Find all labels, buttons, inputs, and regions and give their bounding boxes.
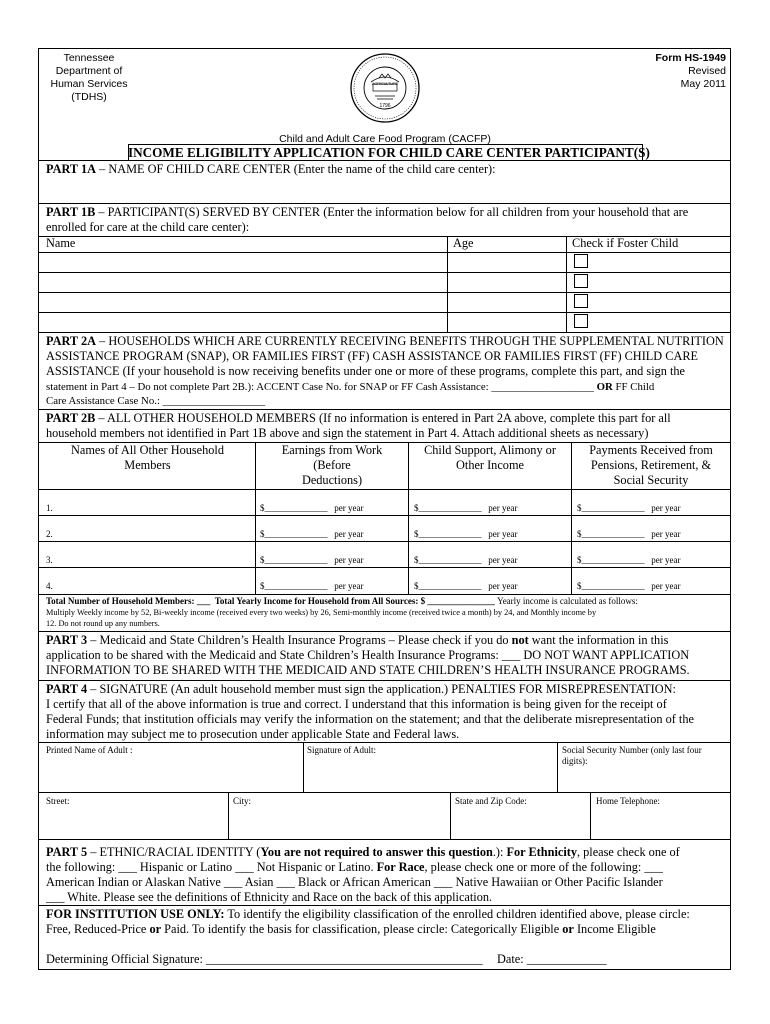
col-line bbox=[557, 742, 558, 792]
divider bbox=[38, 631, 731, 632]
divider bbox=[38, 680, 731, 681]
col-line bbox=[228, 792, 229, 839]
ssn-label-line: Social Security Number (only last four bbox=[562, 745, 702, 755]
part4-line: information may subject me to prosecution under applicable State and Federal laws. bbox=[46, 727, 460, 741]
part5-ethnicity: For Ethnicity bbox=[506, 845, 577, 859]
per-year-label: per year bbox=[488, 503, 518, 513]
member-name-input[interactable] bbox=[62, 543, 252, 565]
signature-input[interactable] bbox=[306, 758, 554, 790]
ssn-label-line: digits): bbox=[562, 756, 588, 766]
divider bbox=[38, 203, 731, 204]
row-line bbox=[38, 292, 731, 293]
revised-date: May 2011 bbox=[680, 78, 726, 90]
per-year-label: per year bbox=[334, 529, 364, 539]
title-box-top bbox=[128, 144, 643, 145]
member-row-number: 4. bbox=[46, 581, 53, 591]
col-line bbox=[255, 442, 256, 594]
col-line bbox=[590, 792, 591, 839]
member-row-number: 2. bbox=[46, 529, 53, 539]
part4-label: PART 4 bbox=[46, 682, 88, 696]
per-year-label: per year bbox=[651, 581, 681, 591]
per-year-label: per year bbox=[488, 529, 518, 539]
institution-heading bbox=[46, 907, 690, 922]
seal-center-label: AGRICULTURE bbox=[371, 81, 399, 86]
child-age-input[interactable] bbox=[449, 274, 564, 291]
header-line: Earnings from Work bbox=[281, 443, 383, 457]
foster-child-checkbox[interactable] bbox=[574, 294, 588, 308]
part1b-heading bbox=[46, 205, 688, 220]
col-foster-header: Check if Foster Child bbox=[572, 236, 679, 250]
institution-label: FOR INSTITUTION USE ONLY: bbox=[46, 907, 225, 921]
pension-amount-field[interactable] bbox=[577, 503, 680, 514]
part5-heading bbox=[46, 845, 680, 860]
header-line: Names of All Other Household bbox=[70, 443, 224, 457]
pension-amount-field[interactable] bbox=[577, 581, 680, 592]
per-year-label: per year bbox=[651, 529, 681, 539]
foster-child-checkbox[interactable] bbox=[574, 254, 588, 268]
part2a-or: OR bbox=[596, 381, 613, 393]
part1b-label: PART 1B bbox=[46, 205, 96, 219]
institution-line: Income Eligible bbox=[573, 922, 656, 936]
title-box-left bbox=[128, 144, 129, 160]
divider bbox=[38, 792, 731, 793]
part2a-case-ff: FF Child bbox=[615, 381, 655, 393]
agency-line: Tennessee bbox=[63, 52, 115, 64]
child-support-amount-field[interactable] bbox=[414, 555, 517, 566]
form-id-block bbox=[655, 52, 726, 91]
header-line: Deductions) bbox=[301, 473, 363, 487]
header-line: Other Income bbox=[456, 458, 524, 472]
col-line bbox=[447, 236, 448, 332]
part5-line: , please check one of bbox=[576, 845, 680, 859]
header-line: Pensions, Retirement, & bbox=[590, 458, 712, 472]
col-age-header: Age bbox=[453, 236, 474, 250]
per-year-label: per year bbox=[651, 555, 681, 565]
part2a-heading bbox=[46, 334, 724, 349]
part1a-text: – NAME OF CHILD CARE CENTER (Enter the name of the child care center): bbox=[96, 162, 496, 176]
member-row-number: 3. bbox=[46, 555, 53, 565]
member-name-input[interactable] bbox=[62, 517, 252, 539]
part2a-line: – HOUSEHOLDS WHICH ARE CURRENTLY RECEIVING BENEFITS THROUGH THE SUPPLEMENTAL NUTRITION bbox=[96, 334, 724, 348]
part4-line: I certify that all of the above information is true and correct. I understand that this information is being given for the receipt of bbox=[46, 697, 667, 711]
member-name-input[interactable] bbox=[62, 569, 252, 591]
part1b-text-cont: enrolled for care at the child care center): bbox=[46, 220, 250, 234]
street-label: Street: bbox=[46, 796, 70, 806]
foster-child-checkbox[interactable] bbox=[574, 314, 588, 328]
pension-amount-field[interactable] bbox=[577, 555, 680, 566]
institution-line: Paid. To identify the basis for classification, please circle: Categorically Eligible bbox=[161, 922, 563, 936]
date-field[interactable]: Date: _____________ bbox=[497, 952, 607, 966]
part1b-text: – PARTICIPANT(S) SERVED BY CENTER (Enter the information below for all children from your household that are bbox=[95, 205, 689, 219]
row-line bbox=[38, 567, 731, 568]
part2a-label: PART 2A bbox=[46, 334, 97, 348]
per-year-label: per year bbox=[488, 581, 518, 591]
amount-blank: $______________ bbox=[260, 555, 328, 565]
agency-line: (TDHS) bbox=[71, 91, 107, 103]
part2b-line: – ALL OTHER HOUSEHOLD MEMBERS (If no information is entered in Part 2A above, complete this part for all bbox=[95, 411, 671, 425]
part2a-line: ASSISTANCE PROGRAM (SNAP), OR FAMILIES FIRST (FF) CASH ASSISTANCE OR FAMILIES FIRST (FF) CHILD CARE bbox=[46, 349, 699, 363]
foster-child-checkbox[interactable] bbox=[574, 274, 588, 288]
amount-blank: $______________ bbox=[260, 529, 328, 539]
total-members-field[interactable]: Total Number of Household Members: ___ bbox=[46, 596, 211, 606]
city-input[interactable] bbox=[231, 808, 447, 837]
child-name-input[interactable] bbox=[40, 314, 445, 331]
per-year-label: per year bbox=[651, 503, 681, 513]
part3-heading bbox=[46, 633, 668, 648]
part2b-heading bbox=[46, 411, 671, 426]
col-pensions-header bbox=[572, 443, 730, 488]
institution-line: Free, Reduced-Price bbox=[46, 922, 150, 936]
child-care-center-name-field[interactable] bbox=[40, 178, 728, 202]
part5-line: the following: ___ Hispanic or Latino ___ Not Hispanic or Latino. bbox=[46, 860, 377, 874]
part3-line: – Medicaid and State Children’s Health Insurance Programs – Please check if you do bbox=[87, 633, 512, 647]
part5-line: , please check one or more of the following: ___ bbox=[424, 860, 663, 874]
per-year-label: per year bbox=[334, 581, 364, 591]
program-name: Child and Adult Care Food Program (CACFP) bbox=[279, 133, 491, 145]
col-household-members-header bbox=[40, 443, 255, 473]
child-age-input[interactable] bbox=[449, 254, 564, 271]
header-line: Social Security bbox=[613, 473, 689, 487]
race-options[interactable]: ___ White. Please see the definitions of Ethnicity and Race on the back of this application. bbox=[46, 890, 493, 904]
part4-line: Federal Funds; that institution officials may verify the information on the statement; and that the deliberate misrepresentation of the bbox=[46, 712, 694, 726]
calc-note: Yearly income is calculated as follows: bbox=[497, 596, 638, 606]
child-support-amount-field[interactable] bbox=[414, 581, 517, 592]
printed-name-input[interactable] bbox=[42, 758, 300, 790]
determining-official-signature-field[interactable]: Determining Official Signature: _____________________________________________ bbox=[46, 952, 483, 966]
ssn-input[interactable] bbox=[560, 770, 728, 790]
header-line: Members bbox=[124, 458, 171, 472]
part4-line: – SIGNATURE (An adult household member must sign the application.) PENALTIES FOR MISREPRESENTATION: bbox=[87, 682, 676, 696]
city-label: City: bbox=[233, 796, 252, 806]
agency-line: Department of bbox=[55, 65, 123, 77]
seal-year: 1796 bbox=[379, 103, 391, 109]
divider bbox=[38, 742, 731, 743]
total-income-field[interactable]: Total Yearly Income for Household from All Sources: $ _______________ bbox=[214, 596, 495, 606]
title-box-right bbox=[642, 144, 643, 160]
part2a-case-snap: statement in Part 4 – Do not complete Part 2B.): ACCENT Case No. for SNAP or FF Cash Assistance: ___________________ bbox=[46, 381, 594, 393]
ssn-label bbox=[562, 745, 702, 767]
amount-blank: $______________ bbox=[414, 581, 482, 591]
amount-blank: $______________ bbox=[577, 529, 645, 539]
header-line: (Before bbox=[313, 458, 351, 472]
printed-name-label: Printed Name of Adult : bbox=[46, 745, 133, 755]
per-year-label: per year bbox=[334, 503, 364, 513]
member-name-input[interactable] bbox=[62, 491, 252, 513]
ethnicity-options[interactable] bbox=[46, 860, 663, 875]
member-row-number: 1. bbox=[46, 503, 53, 513]
medicaid-opt-out-option[interactable]: application to be shared with the Medicaid and State Children’s Health Insurance Programs: ___ DO NOT WANT APPLICATION bbox=[46, 648, 690, 662]
part3-not: not bbox=[511, 633, 529, 647]
amount-blank: $______________ bbox=[577, 503, 645, 513]
form-title: INCOME ELIGIBILITY APPLICATION FOR CHILD CARE CENTER PARTICIPANT(S) bbox=[128, 145, 650, 160]
amount-blank: $______________ bbox=[577, 581, 645, 591]
part5-line: .): bbox=[492, 845, 507, 859]
per-year-label: per year bbox=[334, 555, 364, 565]
amount-blank: $______________ bbox=[260, 503, 328, 513]
col-line bbox=[303, 742, 304, 792]
row-line bbox=[38, 312, 731, 313]
amount-blank: $______________ bbox=[414, 555, 482, 565]
earnings-amount-field[interactable] bbox=[260, 529, 363, 540]
home-phone-input[interactable] bbox=[593, 808, 728, 837]
calc-note: 12. Do not round up any numbers. bbox=[46, 619, 160, 628]
part1a-label: PART 1A bbox=[46, 162, 97, 176]
home-phone-label: Home Telephone: bbox=[596, 796, 660, 806]
amount-blank: $______________ bbox=[577, 555, 645, 565]
state-zip-label: State and Zip Code: bbox=[455, 796, 527, 806]
pension-amount-field[interactable] bbox=[577, 529, 680, 540]
row-line bbox=[38, 489, 731, 490]
amount-blank: $______________ bbox=[414, 529, 482, 539]
divider bbox=[38, 160, 731, 161]
or-label: or bbox=[562, 922, 574, 936]
header-line: Payments Received from bbox=[589, 443, 713, 457]
form-number: Form HS-1949 bbox=[655, 52, 726, 64]
part5-race: For Race bbox=[376, 860, 425, 874]
part2b-label: PART 2B bbox=[46, 411, 96, 425]
per-year-label: per year bbox=[488, 555, 518, 565]
row-line bbox=[38, 272, 731, 273]
amount-blank: $______________ bbox=[260, 581, 328, 591]
part3-line: want the information in this bbox=[528, 633, 669, 647]
col-line bbox=[566, 236, 567, 332]
child-age-input[interactable] bbox=[449, 294, 564, 311]
signature-label: Signature of Adult: bbox=[307, 745, 376, 755]
col-child-support-header bbox=[409, 443, 571, 473]
totals-line bbox=[46, 596, 638, 607]
earnings-amount-field[interactable] bbox=[260, 555, 363, 566]
or-label: or bbox=[149, 922, 162, 936]
state-seal-icon bbox=[349, 52, 421, 124]
child-support-amount-field[interactable] bbox=[414, 503, 517, 514]
child-name-input[interactable] bbox=[40, 274, 445, 291]
row-line bbox=[38, 541, 731, 542]
part2b-line: household members not identified in Part 1B above and sign the statement in Part 4. Attach additional sheets as necessary) bbox=[46, 426, 649, 440]
row-line bbox=[38, 594, 731, 595]
col-name-header: Name bbox=[46, 236, 76, 250]
part2a-case-ff-line: Care Assistance Case No.: ___________________ bbox=[46, 395, 266, 407]
earnings-amount-field[interactable] bbox=[260, 503, 363, 514]
divider bbox=[38, 332, 731, 333]
agency-line: Human Services bbox=[50, 78, 128, 90]
institution-line: To identify the eligibility classification of the enrolled children identified above, please circle: bbox=[224, 907, 690, 921]
part2a-case-line bbox=[46, 380, 654, 394]
race-options[interactable]: American Indian or Alaskan Native ___ Asian ___ Black or African American ___ Native Hawaiian or Other Pacific Islander bbox=[46, 875, 663, 889]
agency-block bbox=[40, 52, 138, 104]
row-line bbox=[38, 515, 731, 516]
child-name-input[interactable] bbox=[40, 294, 445, 311]
state-zip-input[interactable] bbox=[453, 808, 587, 837]
child-name-input[interactable] bbox=[40, 254, 445, 271]
divider bbox=[38, 409, 731, 410]
amount-blank: $______________ bbox=[414, 503, 482, 513]
part3-label: PART 3 bbox=[46, 633, 88, 647]
divider bbox=[38, 905, 731, 906]
row-line bbox=[38, 252, 731, 253]
child-support-amount-field[interactable] bbox=[414, 529, 517, 540]
calc-note: Multiply Weekly income by 52, Bi-weekly income (received every two weeks) by 26, Semi-monthly income (received twice a month) by 24, and Monthly income by bbox=[46, 608, 597, 617]
earnings-amount-field[interactable] bbox=[260, 581, 363, 592]
part5-label: PART 5 bbox=[46, 845, 88, 859]
divider bbox=[38, 839, 731, 840]
col-earnings-header bbox=[256, 443, 408, 488]
part3-line: INFORMATION TO BE SHARED WITH THE MEDICAID AND STATE CHILDREN’S HEALTH INSURANCE PROGRAMS. bbox=[46, 663, 690, 677]
part5-line: – ETHNIC/RACIAL IDENTITY ( bbox=[87, 845, 261, 859]
part2a-line: ASSISTANCE (If your household is now receiving benefits under one or more of these programs, complete this part, and sign the bbox=[46, 364, 685, 378]
revised-label: Revised bbox=[688, 65, 726, 77]
institution-classification-line bbox=[46, 922, 656, 937]
street-input[interactable] bbox=[42, 808, 225, 837]
seal-ring-text: THE GREAT SEAL OF THE STATE OF TENNESSEE bbox=[349, 40, 421, 44]
child-age-input[interactable] bbox=[449, 314, 564, 331]
col-line bbox=[571, 442, 572, 594]
part4-heading bbox=[46, 682, 676, 697]
part1a-heading bbox=[46, 162, 496, 177]
col-line bbox=[408, 442, 409, 594]
col-line bbox=[450, 792, 451, 839]
part5-optional-note: You are not required to answer this question bbox=[260, 845, 493, 859]
header-line: Child Support, Alimony or bbox=[424, 443, 556, 457]
